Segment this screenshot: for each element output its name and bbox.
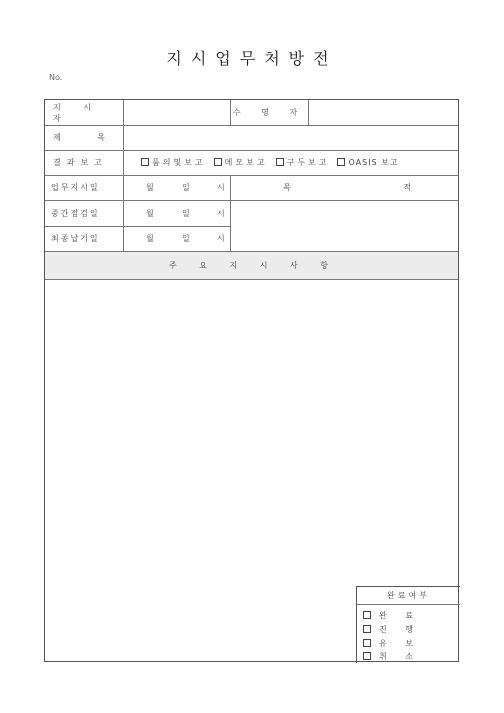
result-report-label-text: 결과보고 bbox=[53, 158, 108, 167]
checkbox-icon bbox=[337, 158, 345, 166]
purpose-header bbox=[231, 175, 458, 200]
month-label: 월 bbox=[146, 183, 154, 192]
subject-field[interactable] bbox=[124, 125, 458, 150]
checkbox-icon bbox=[363, 611, 371, 619]
final-date-label-text: 최종납기일 bbox=[51, 234, 100, 243]
document-number-label: No. bbox=[49, 73, 63, 82]
purpose-field[interactable] bbox=[231, 201, 458, 251]
report-option-label: 구두보고 bbox=[286, 158, 330, 167]
month-label: 월 bbox=[146, 208, 154, 218]
director-label bbox=[53, 100, 115, 125]
completion-option[interactable] bbox=[363, 623, 453, 635]
order-date-field[interactable] bbox=[124, 175, 230, 200]
day-label: 일 bbox=[182, 183, 190, 192]
instruction-form bbox=[44, 99, 459, 662]
checkbox-icon bbox=[214, 158, 222, 166]
checkbox-icon bbox=[363, 652, 371, 660]
final-date-field[interactable] bbox=[124, 226, 230, 251]
report-option[interactable] bbox=[337, 157, 398, 168]
checkbox-icon bbox=[363, 625, 371, 633]
completion-option-label: 진 행 bbox=[379, 624, 413, 634]
report-options bbox=[141, 150, 458, 175]
report-option[interactable] bbox=[276, 157, 330, 168]
completion-option-label: 완 료 bbox=[379, 610, 413, 620]
report-option-label: 품의및보고 bbox=[152, 158, 206, 167]
completion-option[interactable] bbox=[363, 637, 453, 649]
day-label: 일 bbox=[182, 208, 190, 218]
completion-status-box bbox=[356, 586, 460, 663]
result-report-label bbox=[53, 150, 119, 175]
checkbox-icon bbox=[276, 158, 284, 166]
order-date-label bbox=[51, 175, 123, 200]
receiver-field[interactable] bbox=[309, 100, 458, 125]
report-option-label: OASIS 보고 bbox=[348, 158, 399, 167]
subject-label bbox=[53, 125, 115, 150]
interim-date-field[interactable] bbox=[124, 200, 230, 226]
key-instructions-field[interactable] bbox=[45, 280, 458, 586]
day-label: 일 bbox=[182, 234, 190, 243]
completion-status-title bbox=[357, 587, 460, 605]
completion-option-label: 취 소 bbox=[379, 651, 413, 661]
purpose-label: 목 적 bbox=[283, 183, 411, 192]
report-option[interactable] bbox=[141, 157, 206, 168]
key-instructions-label: 주 요 지 시 사 항 bbox=[168, 261, 335, 270]
hour-label: 시 bbox=[217, 234, 225, 243]
receiver-label-text: 수 명 자 bbox=[232, 108, 307, 117]
completion-status-title-text: 완료여부 bbox=[387, 591, 430, 600]
order-date-label-text: 업무지시일 bbox=[51, 183, 100, 192]
subject-label-text: 제 목 bbox=[53, 133, 105, 142]
director-label-text: 지 시 자 bbox=[53, 102, 101, 123]
month-label: 월 bbox=[146, 234, 154, 243]
interim-date-label-text: 중간점검일 bbox=[51, 208, 100, 218]
key-instructions-header bbox=[45, 252, 458, 279]
completion-option[interactable] bbox=[363, 650, 453, 662]
hour-label: 시 bbox=[217, 208, 225, 218]
report-option-label: 메모보고 bbox=[224, 158, 268, 167]
page-title: 지시업무처방전 bbox=[166, 49, 338, 68]
final-date-label bbox=[51, 226, 123, 251]
completion-option[interactable] bbox=[363, 609, 453, 621]
completion-option-label: 유 보 bbox=[379, 638, 413, 648]
interim-date-label bbox=[51, 200, 123, 226]
director-field[interactable] bbox=[124, 100, 230, 125]
checkbox-icon bbox=[141, 158, 149, 166]
checkbox-icon bbox=[363, 639, 371, 647]
report-option[interactable] bbox=[214, 157, 268, 168]
hour-label: 시 bbox=[217, 183, 225, 192]
receiver-label bbox=[231, 100, 308, 125]
